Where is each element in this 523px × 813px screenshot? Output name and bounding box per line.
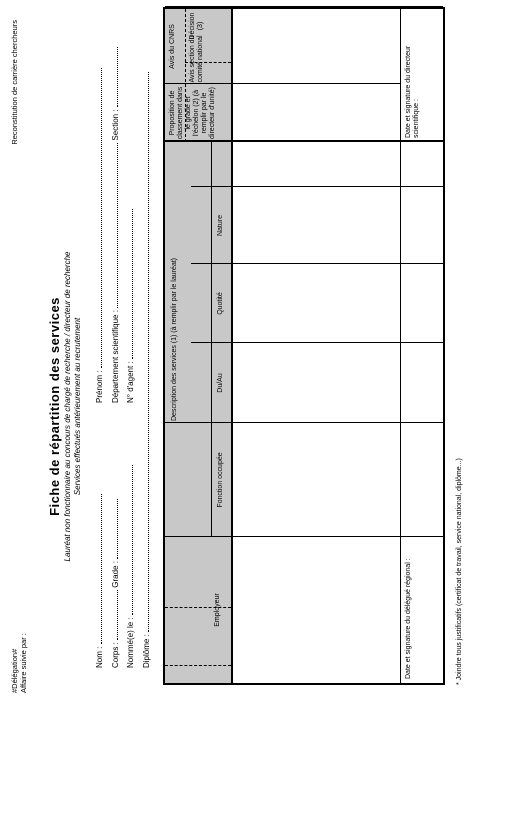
corps-field[interactable] <box>110 499 120 668</box>
header-bottom-line <box>231 9 233 683</box>
departement-dots <box>110 143 118 308</box>
employeur-header: Employeur <box>214 593 221 627</box>
prenom-label: Prénom : <box>95 370 104 403</box>
col-divider-5 <box>191 186 443 187</box>
nature-header: Nature <box>217 215 224 237</box>
page-subtitle-2: Services effectués antérieurement au recrutement <box>73 317 82 496</box>
avis-cnrs-header: Avis du CNRS <box>169 24 176 69</box>
col-divider-2 <box>165 422 443 423</box>
diplome-dots <box>141 72 149 632</box>
nom-dots <box>94 494 102 644</box>
du-au-header: Du/Au <box>217 373 224 393</box>
header-sub-line <box>211 142 212 537</box>
fonction-header: Fonction occupée <box>217 452 224 508</box>
header-left <box>10 633 28 693</box>
agent-field[interactable] <box>125 209 135 403</box>
departement-field[interactable] <box>110 47 120 403</box>
diplome-label: Diplôme : <box>142 634 151 668</box>
corps-label: Corps : <box>111 642 120 668</box>
diplome-field[interactable] <box>141 72 151 668</box>
avis-comite-header: Avis section du comité national <box>189 35 204 83</box>
nomme-dots <box>125 465 133 615</box>
prenom-dots <box>94 68 102 368</box>
departement-label: Département scientifique : <box>111 310 120 403</box>
footnote: * Joindre tous justificatifs (certificat de travail, service national, diplôme...) <box>456 458 463 685</box>
col-divider-3 <box>191 342 443 343</box>
page-title: Fiche de répartition des services <box>47 297 62 516</box>
grade-dots <box>110 499 118 559</box>
col-divider-4 <box>191 263 443 264</box>
signature-line <box>400 9 401 683</box>
col-divider-1 <box>165 536 443 537</box>
directeur-signature-label: Date et signature du directeur scientifique : <box>405 45 420 138</box>
reconstitution-label: Reconstitution de carrière chercheurs <box>10 20 19 145</box>
delegation-label: #Délégation# <box>10 648 19 693</box>
grade-label: Grade : <box>111 561 120 588</box>
page-subtitle: Lauréat non fonctionnaire au concours de chargé de recherche / directeur de recherche <box>63 251 72 562</box>
services-table <box>163 7 445 685</box>
nomme-field[interactable] <box>125 465 135 668</box>
section-label: Section : <box>111 109 120 141</box>
quotite-header: Quotité <box>217 292 224 315</box>
decision-header: Décision (3) <box>189 12 204 40</box>
proposition-header: Proposition de classement dans le grade et l'échelon (2) (à remplir par le directeur d'unité) <box>169 86 216 140</box>
prenom-field[interactable] <box>94 68 104 403</box>
section-dots <box>110 47 118 107</box>
col-divider-7 <box>165 6 443 7</box>
nomme-label: Nommé(e) le : <box>126 617 135 668</box>
delegue-signature-label: Date et signature du délégué régional : <box>405 558 412 679</box>
corps-dots <box>110 590 118 640</box>
nom-field[interactable] <box>94 494 104 668</box>
agent-dots <box>125 209 133 359</box>
nom-label: Nom : <box>95 646 104 668</box>
agent-label: N° d'agent : <box>126 361 135 403</box>
description-header: Description des services (1) (à remplir par le lauréat) <box>171 258 178 421</box>
affaire-label: Affaire suivie par : <box>19 633 28 693</box>
